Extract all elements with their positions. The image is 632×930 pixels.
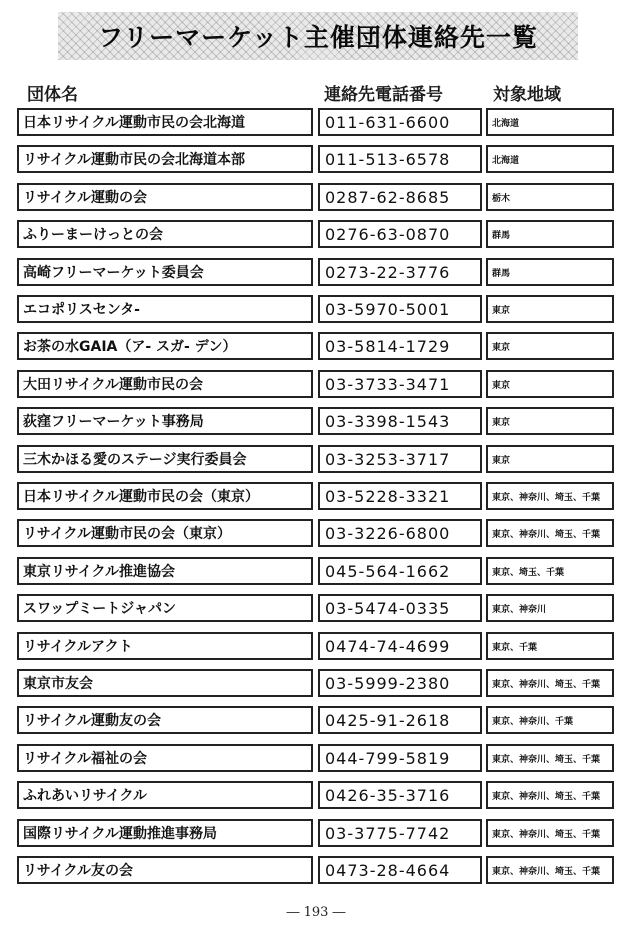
phone-number: 03-5228-3321 bbox=[318, 482, 482, 510]
phone-number: 011-513-6578 bbox=[318, 145, 482, 173]
target-region: 栃木 bbox=[486, 183, 614, 211]
organization-name: 東京リサイクル推進協会 bbox=[17, 557, 313, 585]
target-region: 東京、神奈川、埼玉、千葉 bbox=[486, 744, 614, 772]
organization-name: リサイクル運動市民の会北海道本部 bbox=[17, 145, 313, 173]
target-region: 群馬 bbox=[486, 220, 614, 248]
table-row bbox=[0, 819, 632, 849]
organization-name: 東京市友会 bbox=[17, 669, 313, 697]
table-row bbox=[0, 856, 632, 886]
target-region: 東京、神奈川、埼玉、千葉 bbox=[486, 669, 614, 697]
table-row bbox=[0, 370, 632, 400]
table-row bbox=[0, 781, 632, 811]
phone-number: 011-631-6600 bbox=[318, 108, 482, 136]
target-region: 東京 bbox=[486, 407, 614, 435]
target-region: 東京、神奈川、埼玉、千葉 bbox=[486, 819, 614, 847]
phone-number: 03-3253-3717 bbox=[318, 445, 482, 473]
organization-name: ふれあいリサイクル bbox=[17, 781, 313, 809]
phone-number: 0287-62-8685 bbox=[318, 183, 482, 211]
organization-name: ふりーまーけっとの会 bbox=[17, 220, 313, 248]
phone-number: 03-5999-2380 bbox=[318, 669, 482, 697]
table-row bbox=[0, 519, 632, 549]
organization-name: 国際リサイクル運動推進事務局 bbox=[17, 819, 313, 847]
table-row bbox=[0, 332, 632, 362]
phone-number: 0273-22-3776 bbox=[318, 258, 482, 286]
table-row bbox=[0, 183, 632, 213]
target-region: 東京 bbox=[486, 370, 614, 398]
organization-name: リサイクル友の会 bbox=[17, 856, 313, 884]
target-region: 東京 bbox=[486, 332, 614, 360]
target-region: 群馬 bbox=[486, 258, 614, 286]
table-row bbox=[0, 258, 632, 288]
organization-name: スワップミートジャパン bbox=[17, 594, 313, 622]
target-region: 東京、埼玉、千葉 bbox=[486, 557, 614, 585]
target-region: 東京、神奈川、埼玉、千葉 bbox=[486, 781, 614, 809]
target-region: 東京、神奈川、千葉 bbox=[486, 706, 614, 734]
table-row bbox=[0, 557, 632, 587]
table-row bbox=[0, 407, 632, 437]
phone-number: 0425-91-2618 bbox=[318, 706, 482, 734]
phone-number: 03-5814-1729 bbox=[318, 332, 482, 360]
title-banner bbox=[58, 12, 578, 60]
organization-name: 日本リサイクル運動市民の会北海道 bbox=[17, 108, 313, 136]
phone-number: 0426-35-3716 bbox=[318, 781, 482, 809]
target-region: 東京、神奈川、埼玉、千葉 bbox=[486, 482, 614, 510]
organization-name: エコポリスセンタ- bbox=[17, 295, 313, 323]
table-row bbox=[0, 594, 632, 624]
header-organization-name: 団体名 bbox=[27, 85, 78, 105]
organization-name: リサイクル運動友の会 bbox=[17, 706, 313, 734]
phone-number: 03-3398-1543 bbox=[318, 407, 482, 435]
header-target-region: 対象地域 bbox=[493, 85, 561, 105]
organization-name: 大田リサイクル運動市民の会 bbox=[17, 370, 313, 398]
target-region: 東京 bbox=[486, 445, 614, 473]
organization-name: リサイクル運動の会 bbox=[17, 183, 313, 211]
organization-name: 日本リサイクル運動市民の会（東京） bbox=[17, 482, 313, 510]
phone-number: 044-799-5819 bbox=[318, 744, 482, 772]
organization-name: リサイクルアクト bbox=[17, 632, 313, 660]
table-row bbox=[0, 445, 632, 475]
header-phone-number: 連絡先電話番号 bbox=[324, 85, 443, 105]
target-region: 東京、神奈川、埼玉、千葉 bbox=[486, 856, 614, 884]
table-row bbox=[0, 108, 632, 138]
organization-name: リサイクル福祉の会 bbox=[17, 744, 313, 772]
phone-number: 03-5474-0335 bbox=[318, 594, 482, 622]
organization-name: 高崎フリーマーケット委員会 bbox=[17, 258, 313, 286]
table-row bbox=[0, 744, 632, 774]
target-region: 東京、神奈川 bbox=[486, 594, 614, 622]
organization-name: 荻窪フリーマーケット事務局 bbox=[17, 407, 313, 435]
phone-number: 0276-63-0870 bbox=[318, 220, 482, 248]
phone-number: 03-3775-7742 bbox=[318, 819, 482, 847]
table-row bbox=[0, 706, 632, 736]
page-title: フリーマーケット主催団体連絡先一覧 bbox=[98, 23, 538, 52]
phone-number: 0474-74-4699 bbox=[318, 632, 482, 660]
phone-number: 03-3733-3471 bbox=[318, 370, 482, 398]
phone-number: 03-3226-6800 bbox=[318, 519, 482, 547]
phone-number: 0473-28-4664 bbox=[318, 856, 482, 884]
table-row bbox=[0, 145, 632, 175]
target-region: 東京 bbox=[486, 295, 614, 323]
target-region: 北海道 bbox=[486, 145, 614, 173]
organization-name: 三木かほる愛のステージ実行委員会 bbox=[17, 445, 313, 473]
target-region: 東京、千葉 bbox=[486, 632, 614, 660]
page-number: ― 193 ― bbox=[286, 905, 346, 920]
table-row bbox=[0, 482, 632, 512]
table-row bbox=[0, 669, 632, 699]
phone-number: 03-5970-5001 bbox=[318, 295, 482, 323]
organization-name: お茶の水GAIA（ア- スガ- デン） bbox=[17, 332, 313, 360]
table-row bbox=[0, 295, 632, 325]
phone-number: 045-564-1662 bbox=[318, 557, 482, 585]
table-row bbox=[0, 220, 632, 250]
target-region: 北海道 bbox=[486, 108, 614, 136]
organization-name: リサイクル運動市民の会（東京） bbox=[17, 519, 313, 547]
target-region: 東京、神奈川、埼玉、千葉 bbox=[486, 519, 614, 547]
table-row bbox=[0, 632, 632, 662]
